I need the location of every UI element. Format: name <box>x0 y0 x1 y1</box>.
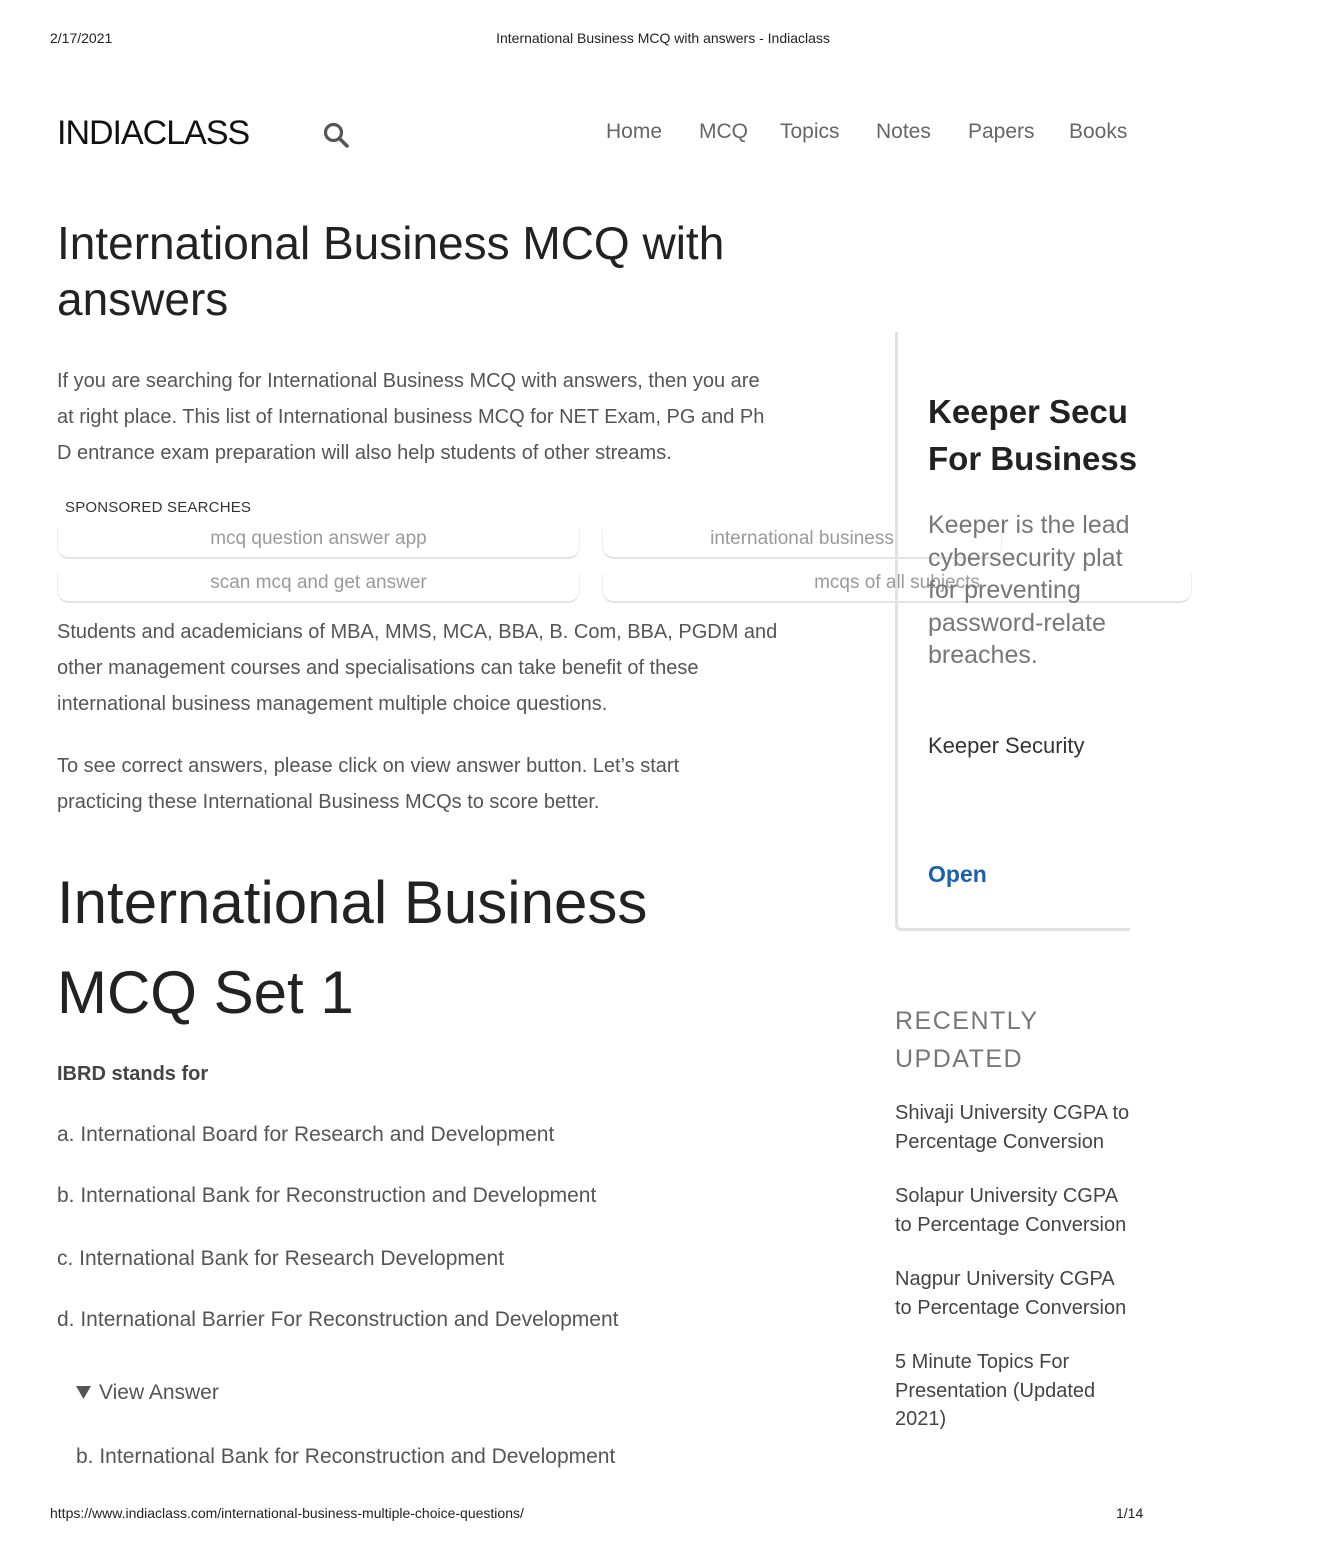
sponsored-chip[interactable]: scan mcq and get answer <box>57 573 580 603</box>
ad-title: Keeper Secu For Business <box>928 393 1138 477</box>
answer-option: a. International Board for Research and Development <box>57 1123 555 1146</box>
intro-paragraph: If you are searching for International Business MCQ with answers, then you are at right place. This list of International business MCQ for NET Exam, PG and Ph D entrance exam preparation will also help students of other streams. <box>57 370 765 464</box>
nav-papers[interactable]: Papers <box>968 120 1035 143</box>
answer-option: d. International Barrier For Reconstruction and Development <box>57 1308 619 1331</box>
answer-option: b. International Bank for Reconstruction and Development <box>57 1184 597 1207</box>
recent-link[interactable]: Solapur University CGPA to Percentage Conversion <box>895 1185 1127 1236</box>
view-answer-toggle[interactable] <box>76 1381 219 1405</box>
page-title: International Business MCQ with answers <box>57 217 725 325</box>
recent-link[interactable]: 5 Minute Topics For Presentation (Updated 2021) <box>895 1351 1096 1430</box>
nav-notes[interactable]: Notes <box>876 120 931 143</box>
nav-books[interactable]: Books <box>1069 120 1128 143</box>
recent-list <box>895 1099 1195 1434</box>
recent-link[interactable]: Nagpur University CGPA to Percentage Conversion <box>895 1268 1127 1319</box>
search-icon[interactable] <box>322 121 350 149</box>
print-title: International Business MCQ with answers - Indiaclass <box>496 30 830 46</box>
sponsored-label: SPONSORED SEARCHES <box>65 499 252 516</box>
triangle-down-icon <box>76 1381 91 1405</box>
question-text: IBRD stands for <box>57 1063 209 1085</box>
body-paragraph: Students and academicians of MBA, MMS, MCA, BBA, B. Com, BBA, PGDM and other management courses and specialisations can take benefit of these international business management multiple choice questions. <box>57 621 778 715</box>
ad-content <box>928 388 1200 948</box>
recent-link[interactable]: Shivaji University CGPA to Percentage Conversion <box>895 1102 1130 1153</box>
body-paragraph: To see correct answers, please click on view answer button. Let’s start practicing these International Business MCQs to score better. <box>57 755 680 813</box>
sponsored-chip[interactable]: international business <box>602 529 1002 559</box>
print-url: https://www.indiaclass.com/international-business-multiple-choice-questions/ <box>50 1505 524 1521</box>
nav-mcq[interactable]: MCQ <box>699 120 748 143</box>
answer-option: c. International Bank for Research Development <box>57 1247 505 1270</box>
revealed-answer: b. International Bank for Reconstruction and Development <box>76 1445 616 1468</box>
nav-topics[interactable]: Topics <box>780 120 840 143</box>
sponsored-chip[interactable]: mcq question answer app <box>57 529 580 559</box>
ad-brand: Keeper Security <box>928 733 1085 758</box>
view-answer-label: View Answer <box>99 1381 219 1404</box>
site-logo[interactable]: INDIACLASS <box>57 114 250 152</box>
sponsored-chip[interactable]: mcqs of all subjects <box>602 573 1192 603</box>
section-heading: International Business MCQ Set 1 <box>57 869 648 1026</box>
nav-home[interactable]: Home <box>606 120 663 143</box>
ad-description: Keeper is the lead cybersecurity plat for preventing password-relate breaches. <box>928 511 1130 669</box>
ad-open-button[interactable]: Open <box>928 861 987 887</box>
print-page-number: 1/14 <box>1116 1505 1144 1521</box>
print-date: 2/17/2021 <box>50 30 113 46</box>
recent-heading: RECENTLY UPDATED <box>895 1007 1039 1073</box>
